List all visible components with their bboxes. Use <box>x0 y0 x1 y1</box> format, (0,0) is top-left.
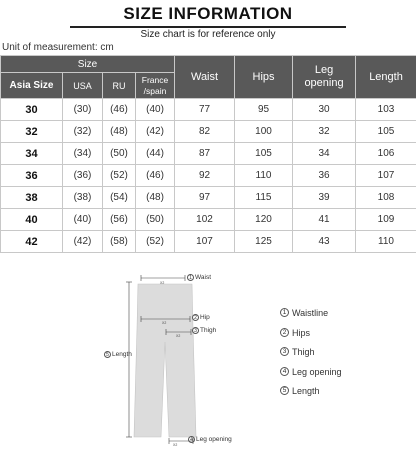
legend-item-length: 5 Length <box>280 382 342 402</box>
diagram-label-thigh: 3 Thigh <box>192 327 216 334</box>
table-cell: 77 <box>175 99 235 121</box>
table-cell: (52) <box>103 165 136 187</box>
asia-size-cell: 30 <box>1 99 63 121</box>
table-cell: 32 <box>293 121 356 143</box>
table-cell: (32) <box>63 121 103 143</box>
x2-leg: X2 <box>173 443 178 447</box>
table-row <box>1 121 416 143</box>
table-cell: (46) <box>103 99 136 121</box>
table-cell: 108 <box>356 187 416 209</box>
table-cell: (58) <box>103 231 136 253</box>
table-cell: 109 <box>356 209 416 231</box>
header-waist: Waist <box>175 56 235 99</box>
table-cell: (42) <box>136 121 175 143</box>
x2-waist: X2 <box>160 281 165 285</box>
table-cell: 34 <box>293 143 356 165</box>
table-cell: 41 <box>293 209 356 231</box>
table-cell: 36 <box>293 165 356 187</box>
header-france-spain: France /spain <box>136 73 175 99</box>
table-cell: 107 <box>356 165 416 187</box>
title-block <box>0 0 416 48</box>
table-cell: (36) <box>63 165 103 187</box>
title-underline <box>70 26 346 28</box>
table-cell: 97 <box>175 187 235 209</box>
asia-size-cell: 42 <box>1 231 63 253</box>
table-cell: 103 <box>356 99 416 121</box>
table-cell: (38) <box>63 187 103 209</box>
table-row <box>1 209 416 231</box>
measurement-legend <box>280 304 342 402</box>
table-cell: (46) <box>136 165 175 187</box>
legend-item-hips: 2 Hips <box>280 324 342 344</box>
table-cell: 102 <box>175 209 235 231</box>
table-cell: 106 <box>356 143 416 165</box>
table-row <box>1 231 416 253</box>
table-cell: 82 <box>175 121 235 143</box>
unit-note: Unit of measurement: cm <box>2 42 114 53</box>
table-cell: (44) <box>136 143 175 165</box>
table-cell: 125 <box>235 231 293 253</box>
table-cell: 120 <box>235 209 293 231</box>
diagram-label-waist: 1 Waist <box>187 274 211 281</box>
pants-diagram <box>0 264 416 451</box>
table-cell: (56) <box>103 209 136 231</box>
table-row <box>1 187 416 209</box>
x2-thigh: X2 <box>176 334 181 338</box>
header-length: Length <box>356 56 416 99</box>
table-cell: 105 <box>235 143 293 165</box>
table-cell: 100 <box>235 121 293 143</box>
asia-size-cell: 36 <box>1 165 63 187</box>
size-table-body <box>1 99 416 253</box>
table-cell: (40) <box>136 99 175 121</box>
asia-size-cell: 38 <box>1 187 63 209</box>
table-cell: 110 <box>356 231 416 253</box>
table-cell: (48) <box>103 121 136 143</box>
table-cell: 30 <box>293 99 356 121</box>
table-cell: (42) <box>63 231 103 253</box>
table-cell: 107 <box>175 231 235 253</box>
header-asia-size: Asia Size <box>1 73 63 99</box>
asia-size-cell: 40 <box>1 209 63 231</box>
table-cell: (40) <box>63 209 103 231</box>
table-cell: (50) <box>136 209 175 231</box>
diagram-label-hip: 2 Hip <box>192 314 210 321</box>
page-subtitle: Size chart is for reference only <box>140 29 276 40</box>
x2-hip: X2 <box>162 321 167 325</box>
table-cell: (50) <box>103 143 136 165</box>
size-table <box>0 55 416 253</box>
table-cell: (54) <box>103 187 136 209</box>
asia-size-cell: 32 <box>1 121 63 143</box>
table-cell: 43 <box>293 231 356 253</box>
table-cell: 92 <box>175 165 235 187</box>
table-cell: 87 <box>175 143 235 165</box>
table-cell: (34) <box>63 143 103 165</box>
table-cell: 105 <box>356 121 416 143</box>
table-cell: 110 <box>235 165 293 187</box>
table-row <box>1 99 416 121</box>
header-hips: Hips <box>235 56 293 99</box>
diagram-label-length: 5 Length <box>104 351 132 358</box>
header-size: Size <box>1 56 175 73</box>
table-cell: (52) <box>136 231 175 253</box>
table-cell: (48) <box>136 187 175 209</box>
table-row <box>1 143 416 165</box>
table-cell: 95 <box>235 99 293 121</box>
table-cell: (30) <box>63 99 103 121</box>
table-cell: 39 <box>293 187 356 209</box>
header-ru: RU <box>103 73 136 99</box>
diagram-label-leg-opening: 4 Leg opening <box>188 436 232 443</box>
header-usa: USA <box>63 73 103 99</box>
legend-item-waistline: 1 Waistline <box>280 304 342 324</box>
page-title: SIZE INFORMATION <box>123 4 293 23</box>
pants-silhouette <box>134 284 196 437</box>
header-leg-opening: Leg opening <box>293 56 356 99</box>
legend-item-thigh: 3 Thigh <box>280 343 342 363</box>
asia-size-cell: 34 <box>1 143 63 165</box>
table-cell: 115 <box>235 187 293 209</box>
table-row <box>1 165 416 187</box>
legend-item-leg-opening: 4 Leg opening <box>280 363 342 383</box>
